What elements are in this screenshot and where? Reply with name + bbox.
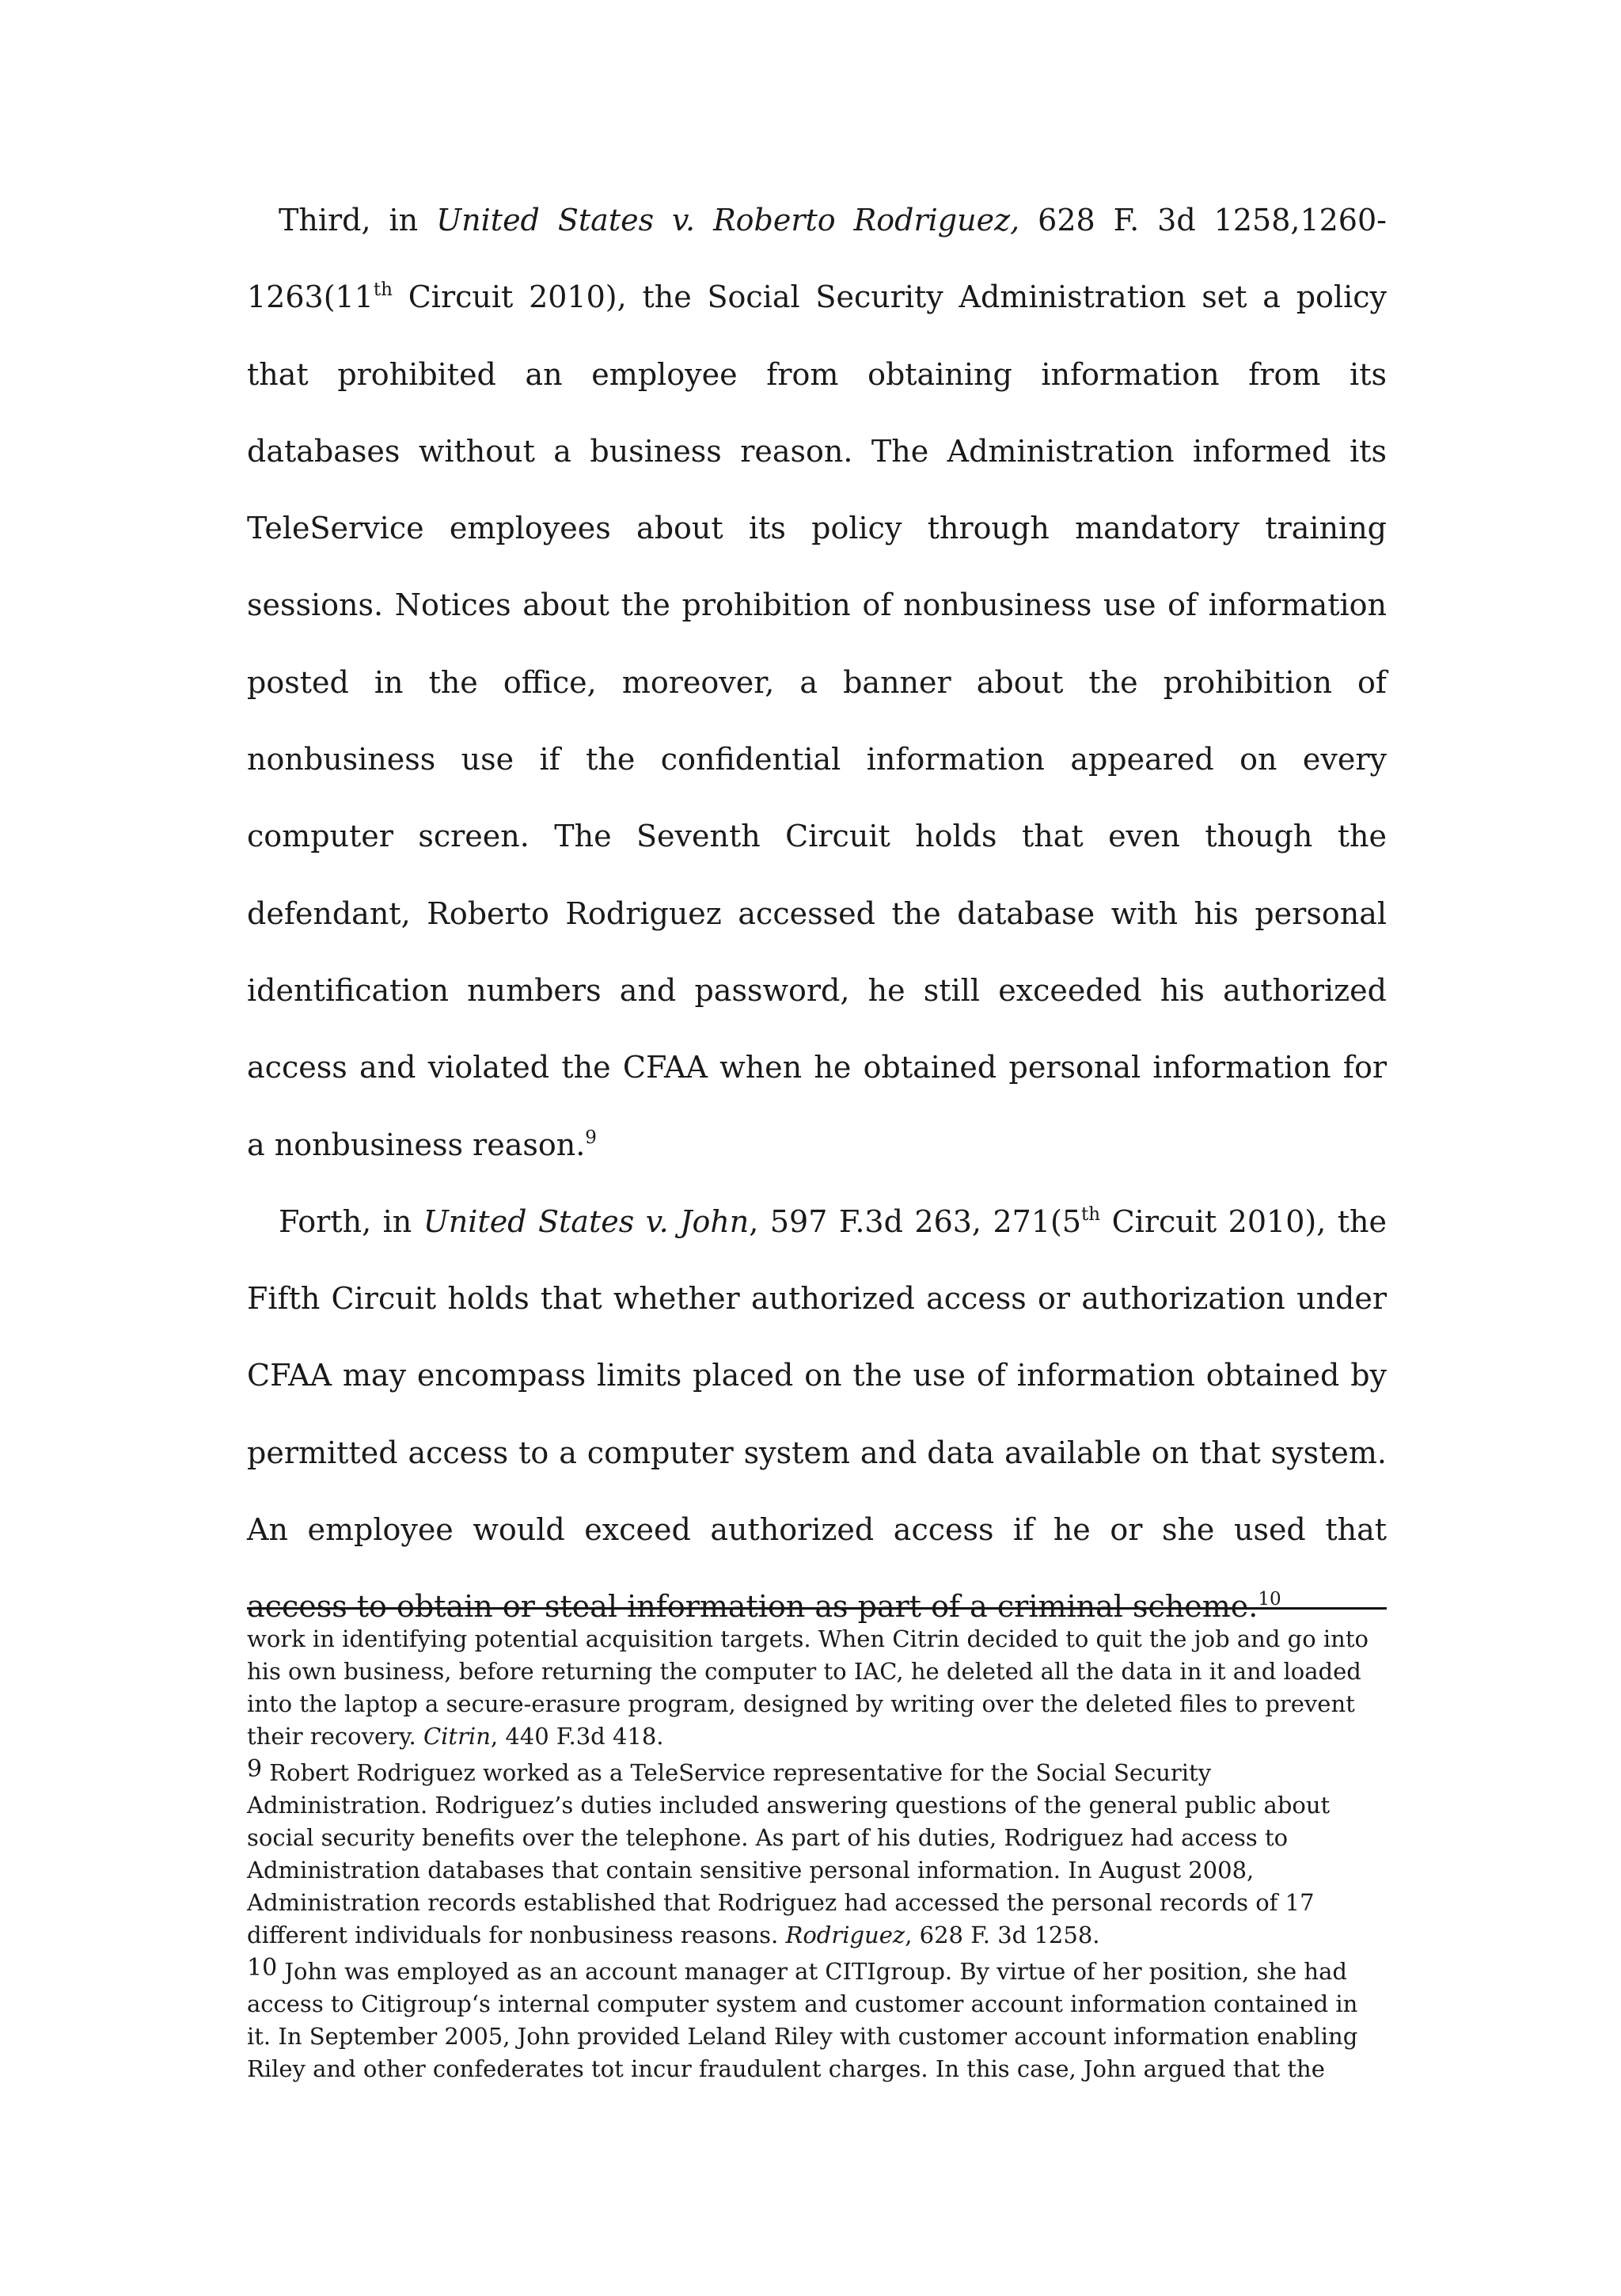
ordinal-suffix: th — [373, 279, 393, 301]
footnote-10 — [247, 1956, 1387, 2085]
citation-text: 628 F. 3d 1258,1260-1263(11 — [247, 203, 1387, 315]
paragraph-text: Circuit 2010), the Social Security Administration set a policy that prohibited an employee from obtaining information from its databases without a business reason. The Administration informed its TeleService employees about its policy through mandatory training sessions. Notices about the prohibition of nonbusiness use of information posted in the office, moreover, a banner about the prohibition of nonbusiness use if the confidential information appeared on every computer screen. The Seventh Circuit holds that even though the defendant, Roberto Rodriguez accessed the database with his personal identification numbers and password, he still exceeded his authorized access and violated the CFAA when he obtained personal information for a nonbusiness reason. — [247, 279, 1387, 1162]
paragraph-rodriguez — [247, 182, 1387, 1184]
paragraph-text: Circuit 2010), the Fifth Circuit holds that whether authorized access or authorization under CFAA may encompass limits placed on the use of information obtained by permitted access to a computer system and data available on that system. An employee would exceed authorized access if he or she used that access to obtain or steal information as part of a criminal scheme. — [247, 1203, 1387, 1625]
footnote-text: John was employed as an account manager at CITIgroup. By virtue of her position, she had access to Citigroup‘s internal computer system and customer account information contained in it. In September 2005, John provided Leland Riley with customer account information enabling Riley and other confederates tot incur fraudulent charges. In this case, John argued that the — [247, 1958, 1358, 2082]
footnote-ref-10[interactable]: 10 — [1258, 1589, 1281, 1610]
ordinal-suffix: th — [1081, 1203, 1101, 1225]
footnote-number: 10 — [247, 1954, 278, 1982]
footnote-number: 9 — [247, 1755, 263, 1783]
paragraph-text: Third, in — [279, 203, 437, 238]
footnote-9 — [247, 1757, 1387, 1952]
footnote-cite-tail: , 440 F.3d 418. — [490, 1723, 664, 1750]
body-text — [247, 182, 1387, 1646]
case-name: United States v. Roberto Rodriguez, — [436, 203, 1020, 238]
footnotes — [247, 1623, 1387, 2089]
paragraph-john — [247, 1184, 1387, 1646]
footnote-cite: Rodriguez — [785, 1922, 905, 1948]
footnote-cite: Citrin — [423, 1723, 491, 1750]
footnote-ref-9[interactable]: 9 — [585, 1127, 597, 1148]
footnote-separator — [247, 1607, 1387, 1610]
paragraph-text: Forth, in — [279, 1203, 423, 1239]
footnote-cite-tail: , 628 F. 3d 1258. — [905, 1922, 1100, 1948]
case-name: United States v. John — [423, 1203, 750, 1239]
citation-text: , 597 F.3d 263, 271(5 — [749, 1203, 1082, 1239]
footnote-text: work in identifying potential acquisition targets. When Citrin decided to quit the job and go into his own business, before returning the computer to IAC, he deleted all the data in it and loaded into the laptop a secure-erasure program, designed by writing over the deleted files to prevent their recovery. — [247, 1625, 1369, 1750]
footnote-continuation — [247, 1623, 1387, 1753]
footnote-text: Robert Rodriguez worked as a TeleService representative for the Social Security Administration. Rodriguez’s duties included answering questions of the general public about social security benefits over the telephone. As part of his duties, Rodriguez had access to Administration databases that contain sensitive personal information. In August 2008, Administration records established that Rodriguez had accessed the personal records of 17 different individuals for nonbusiness reasons. — [247, 1759, 1331, 1948]
